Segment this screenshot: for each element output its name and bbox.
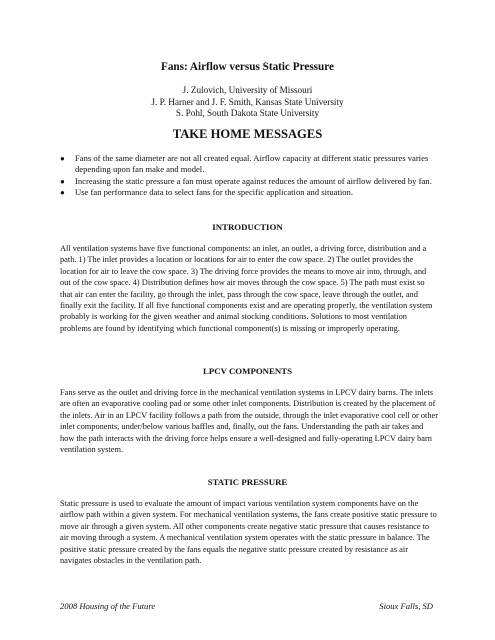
- footer-right: Sioux Falls, SD: [379, 601, 433, 611]
- take-home-heading: TAKE HOME MESSAGES: [172, 127, 323, 141]
- section-body-introduction: All ventilation systems have five functional components: an inlet, an outlet, a driving force, distribution and a path. 1) The inlet provides a location or locations for air to enter the cow space. 2) The outlet provides the location for air to leave the cow space. 3) The driving force provides the means to move air into, through, and out of the cow space. 4) Distribution defines how air moves through the cow space. 5) The path must exist so that air can enter the facility, go through the inlet, pass through the cow space, leave through the outlet, and finally exit the facility. If all five functional components exist and are operating properly, the ventilation system probably is working for the given weather and animal stocking conditions. Solutions to most ventilation problems are found by identifying which functional component(s) is missing or improperly operating.: [60, 244, 433, 333]
- section-heading-static-pressure: STATIC PRESSURE: [207, 477, 288, 487]
- section-body-lpcv-components: Fans serve as the outlet and driving force in the mechanical ventilation systems in LPCV dairy barns. The inlets are often an evaporative cooling pad or some other inlet components. Distribution is created by the placement of the inlets. Air in an LPCV facility follows a path from the outside, through the inlet evaporative cool cell or other inlet components, under/below various baffles and, finally, out the fans. Understanding the path air takes and how the path interacts with the driving force helps ensure a well-designed and fully-operating LPCV dairy barn ventilation system.: [60, 388, 439, 455]
- bullet-icon: ●: [60, 188, 65, 198]
- list-item: [60, 153, 440, 176]
- bullet-text: Fans of the same diameter are not all created equal. Airflow capacity at different static pressures varies depending upon fan make and model.: [75, 153, 429, 175]
- author-line: S. Pohl, South Dakota State University: [175, 108, 320, 119]
- bullet-icon: ●: [60, 176, 65, 186]
- author-line: J. Zulovich, University of Missouri: [182, 85, 313, 95]
- footer-left: 2008 Housing of the Future: [60, 601, 156, 611]
- section-body-static-pressure: Static pressure is used to evaluate the amount of impact various ventilation system components have on the airflow path within a given system. For mechanical ventilation systems, the fans create positive static pressure to move air through a given system. All other components create negative static pressure that causes resistance to air moving through a system. A mechanical ventilation system operates with the static pressure in balance. The positive static pressure created by the fans equals the negative static pressure created by resistance as air navigates obstacles in the ventilation path.: [60, 499, 437, 566]
- author-line: J. P. Harner and J. F. Smith, Kansas State University: [151, 96, 344, 107]
- bullet-icon: ●: [60, 154, 65, 163]
- section-heading-lpcv-components: LPCV COMPONENTS: [202, 366, 293, 376]
- bullet-text: Increasing the static pressure a fan must operate against reduces the amount of airflow delivered by fan.: [75, 175, 432, 186]
- bullet-text: Use fan performance data to select fans for the specific application and situation.: [75, 187, 353, 198]
- take-home-list: [60, 153, 440, 199]
- list-item: [60, 187, 440, 198]
- document-title: Fans: Airflow versus Static Pressure: [161, 61, 334, 73]
- author-block: [0, 85, 495, 120]
- list-item: [60, 176, 440, 187]
- section-heading-introduction: INTRODUCTION: [212, 222, 283, 232]
